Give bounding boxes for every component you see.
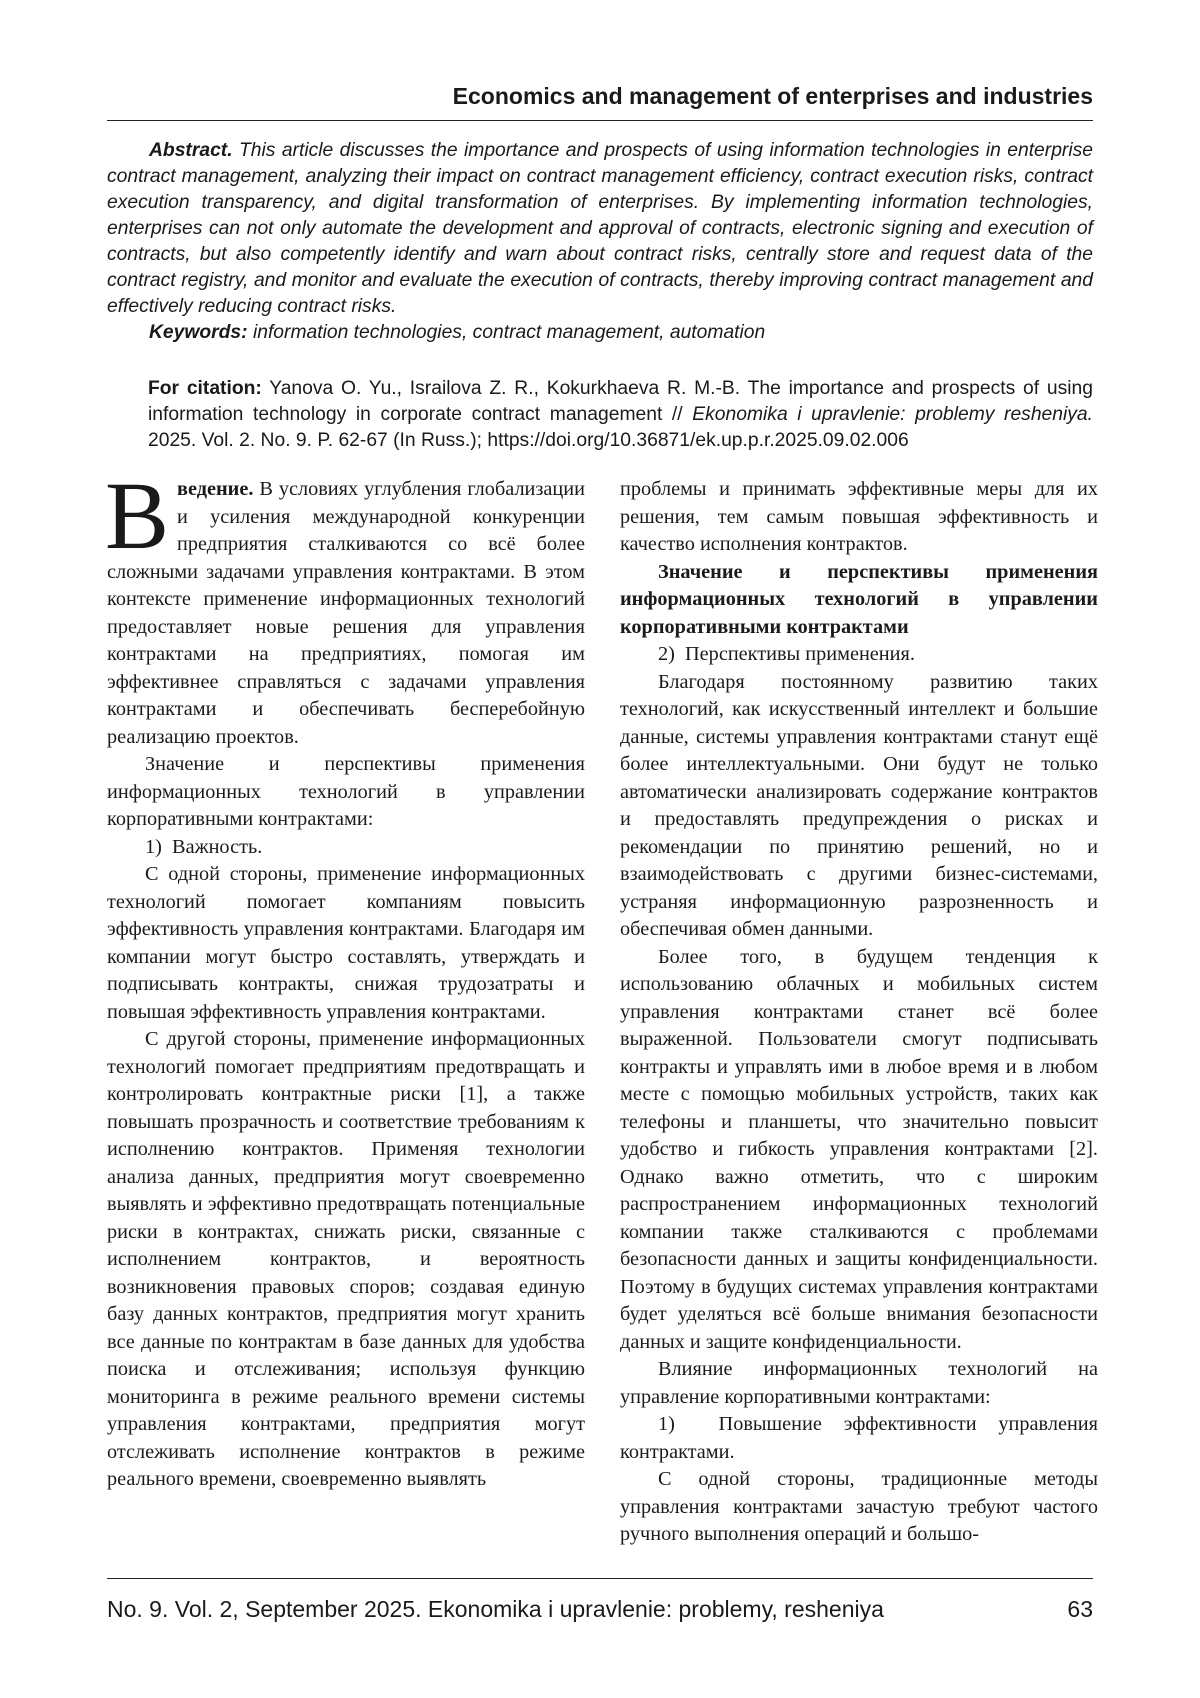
body-paragraph-continued: проблемы и принимать эффективные меры для их решения, тем самым повышая эффективность и качество исполнения контрактов. xyxy=(620,478,1098,555)
abstract-text: This article discusses the importance and prospects of using information technologies in enterprise contract management, analyzing their impact on contract management efficiency, contract execution risks, contract execution transparency, and digital transformation of enterprises. By implementing information technologies, enterprises can not only automate the development and approval of contracts, electronic signing and execution of contracts, but also competently identify and warn about contract risks, centrally store and request data of the contract registry, and monitor and evaluate the execution of contracts, thereby improving contract management and effectively reducing contract risks. xyxy=(107,140,1093,317)
page-number: 63 xyxy=(1067,1596,1093,1622)
body-paragraph: Значение и перспективы применения информационных технологий в управлении корпоративными контрактами: xyxy=(107,753,585,830)
abstract-block xyxy=(107,138,1093,346)
body-paragraph: Влияние информационных технологий на управление корпоративными контрактами: xyxy=(620,1358,1098,1408)
keywords-paragraph xyxy=(107,320,1093,346)
header-rule xyxy=(107,120,1093,121)
body-paragraph: С другой стороны, применение информационных технологий помогает предприятиям предотвращать и контролировать контрактные риски [1], а также повышать прозрачность и соответствие требованиям к исполнению контрактов. Применяя технологии анализа данных, предприятия могут своевременно выявлять и эффективно предотвращать потенциальные риски в контрактах, снижать риски, связанные с исполнением контрактов, и вероятность возникновения правовых споров; создавая единую базу данных контрактов, предприятия могут хранить все данные по контрактам в базе данных для удобства поиска и отслеживания; используя функцию мониторинга в режиме реального времени системы управления контрактами, предприятия могут отслеживать исполнение контрактов в режиме реального времени, своевременно выявлять xyxy=(107,1028,585,1490)
intro-text: В условиях углубления глобализации и усиления международной конкуренции предприятия сталкиваются со всё более сложными задачами управления контрактами. В этом контексте применение информационных технологий предоставляет новые решения для управления контрактами на предприятиях, помогая им эффективнее справляться с задачами управления контрактами и обеспечивать бесперебойную реализацию проектов. xyxy=(107,478,585,748)
intro-paragraph xyxy=(105,462,585,751)
footer-journal-issue: No. 9. Vol. 2, September 2025. Ekonomika i upravlenie: problemy, resheniya xyxy=(107,1596,884,1622)
body-paragraph: Благодаря постоянному развитию таких технологий, как искусственный интеллект и большие данные, системы управления контрактами станут ещё более интеллектуальными. Они будут не только автоматически анализировать содержание контрактов и предоставлять предупреждения о рисках и рекомендации по принятию решений, но и взаимодействовать с другими бизнес-системами, устраняя информационную разрозненность и обеспечивая обмен данными. xyxy=(620,670,1098,940)
citation-block xyxy=(148,376,1093,454)
body-paragraph: Более того, в будущем тенденция к использованию облачных и мобильных систем управления контрактами станет всё более выраженной. Пользователи смогут подписывать контракты и управлять ими в любое время и в любом месте с помощью мобильных устройств, таких как телефоны и планшеты, что значительно повысит удобство и гибкость управления контрактами [2]. Однако важно отметить, что с широким распространением информационных технологий компании также сталкиваются с проблемами безопасности данных и защиты конфиденциальности. Поэтому в будущих системах управления контрактами будет уделяться всё больше внимания безопасности данных и защите конфиденциальности. xyxy=(620,945,1098,1353)
right-column xyxy=(620,476,1098,1549)
body-paragraph: С одной стороны, применение информационных технологий помогает компаниям повысить эффективность управления контрактами. Благодаря им компании могут быстро составлять, утверждать и подписывать контракты, снижая трудозатраты и повышая эффективность управления контрактами. xyxy=(107,863,585,1023)
body-paragraph: С одной стороны, традиционные методы управления контрактами зачастую требуют частого ручного выполнения операций и большо- xyxy=(620,1468,1098,1545)
drop-cap: В xyxy=(105,462,170,569)
abstract-label: Abstract. xyxy=(149,140,233,161)
abstract-paragraph xyxy=(107,138,1093,320)
list-item: 1) Важность. xyxy=(145,835,263,858)
citation-journal: Ekonomika i upravlenie: problemy resheniya. xyxy=(692,404,1093,425)
citation-label: For citation: xyxy=(148,378,262,399)
running-head: Economics and management of enterprises and industries xyxy=(452,83,1093,109)
citation-details: 2025. Vol. 2. No. 9. P. 62-67 (In Russ.); https://doi.org/10.36871/ek.up.p.r.2025.09.02.006 xyxy=(148,430,909,451)
list-item: 1) Повышение эффективности управления контрактами. xyxy=(620,1413,1098,1463)
keywords-label: Keywords: xyxy=(149,322,248,343)
citation-authors-title: Yanova O. Yu., Israilova Z. R., Kokurkhaeva R. M.-B. The importance and prospects of using information technology in corporate contract management // xyxy=(148,378,1094,425)
list-item: 2) Перспективы применения. xyxy=(658,643,915,665)
footer-rule xyxy=(107,1578,1093,1579)
section-heading: Значение и перспективы применения информационных технологий в управлении корпоративными контрактами xyxy=(620,560,1098,638)
intro-heading: ведение. xyxy=(177,478,254,500)
keywords-text: information technologies, contract management, automation xyxy=(252,322,766,343)
page-footer xyxy=(107,1594,1093,1624)
left-column xyxy=(105,462,585,1494)
